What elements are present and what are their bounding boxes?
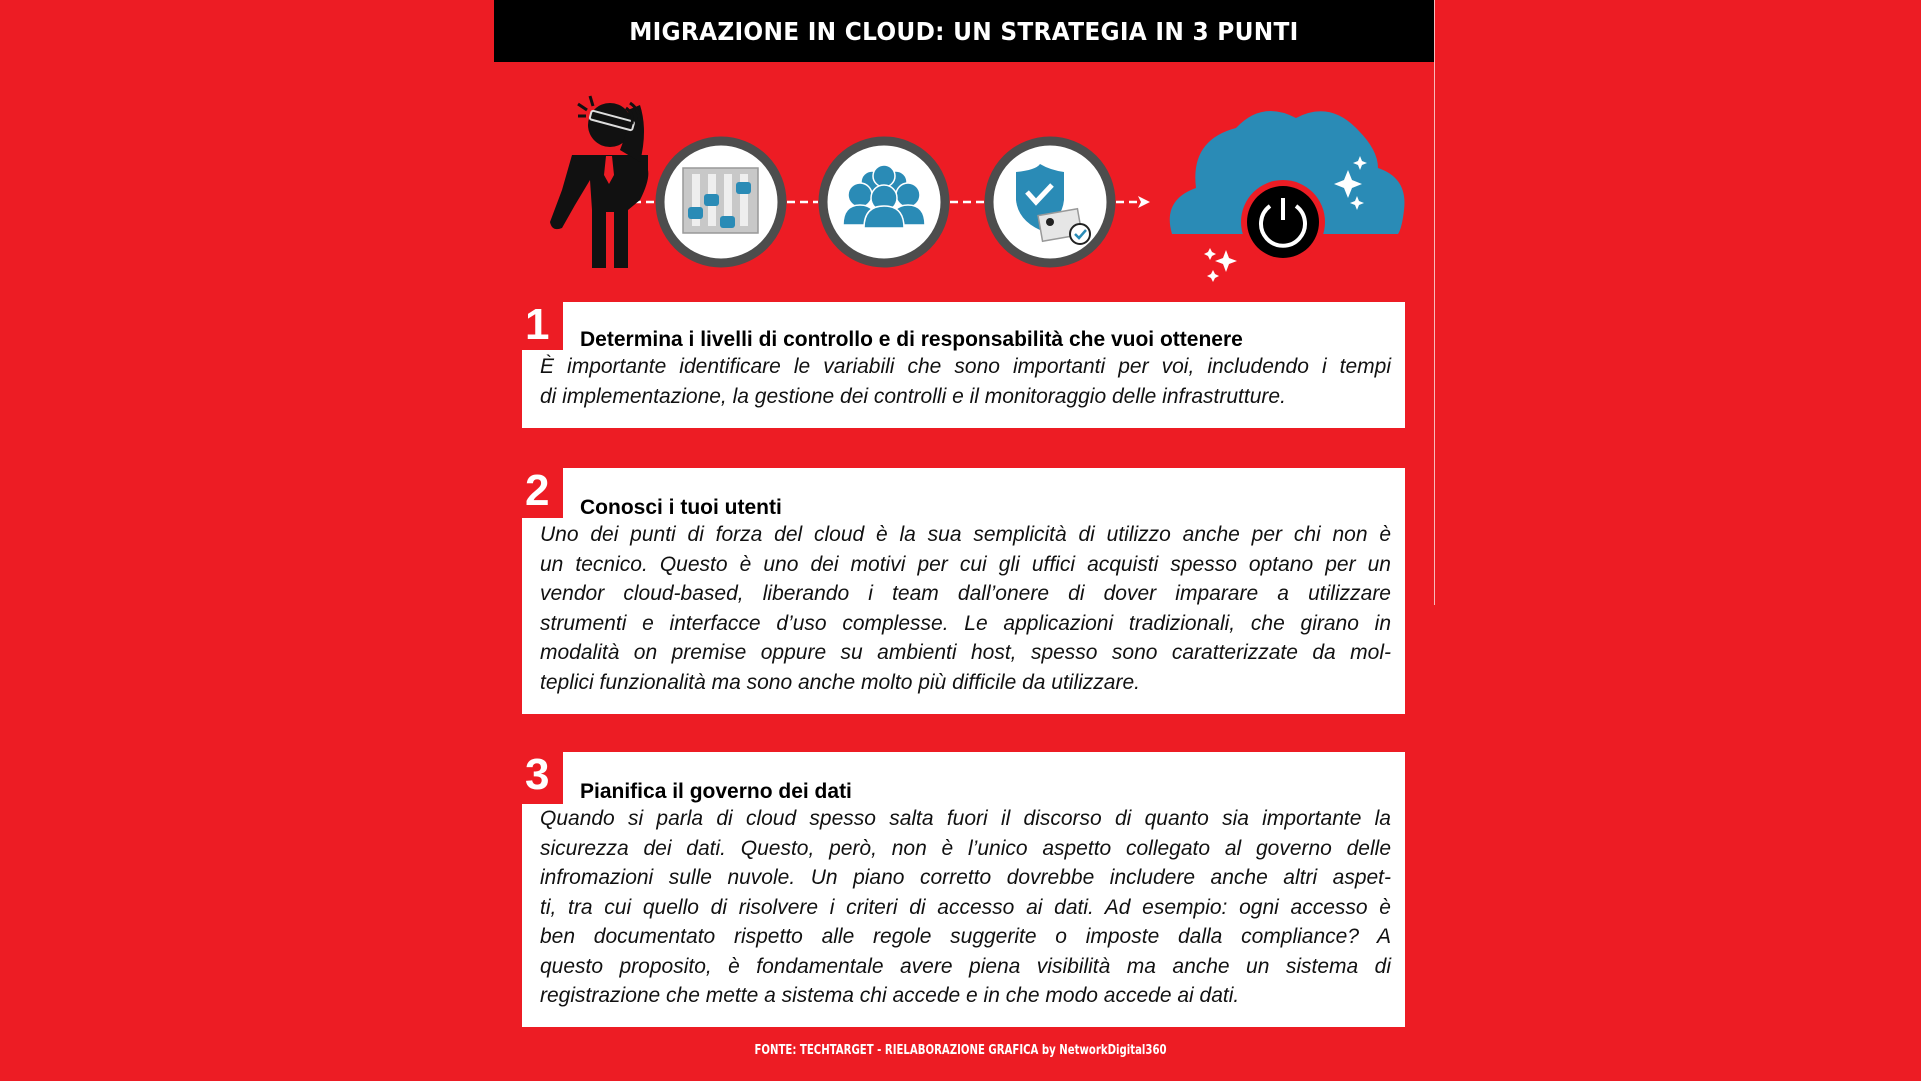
sliders-icon [660,141,782,263]
person-on-phone-icon [550,96,648,268]
step-description [540,804,1391,1011]
text-line: questo proposito, è fondamentale avere piena visibilità ma anche un sistema di [540,954,1391,978]
text-line: È importante identificare le variabili che sono importanti per voi, includendo i tempi [540,355,1391,378]
step-number: 2 [525,466,550,515]
text-line: di implementazione, la gestione dei controlli e il monitoraggio delle infrastrutture. [540,384,1286,408]
arrow-head-icon [1138,196,1150,208]
step-title: Pianifica il governo dei dati [580,780,852,803]
step-card-1 [522,302,1405,428]
step-number: 3 [525,750,550,799]
users-group-icon [823,141,945,263]
page-title: MIGRAZIONE IN CLOUD: UN STRATEGIA IN 3 PUNTI [629,16,1299,46]
shield-check-icon [989,141,1111,263]
text-line: vendor cloud-based, liberando i team dall’onere di dover imparare a utilizzare [540,582,1391,605]
text-line: infromazioni sulle nuvole. Un piano corretto dovrebbe includere anche altri aspet- [540,866,1391,889]
step-description [540,352,1391,411]
step-card-3 [522,752,1405,1027]
text-line: modalità on premise oppure su ambienti host, spesso sono caratterizzate da mol- [540,641,1391,664]
step-card-2 [522,468,1405,714]
text-line: un tecnico. Questo è uno dei motivi per cui gli uffici acquisti spesso optano per un [540,552,1391,576]
text-line: registrazione che mette a sistema chi accede e in che modo accede ai dati. [540,984,1240,1007]
text-line: ben documentato rispetto alle regole suggerite o imposte dalla compliance? A [540,925,1391,948]
process-illustration [0,0,1921,300]
text-line: ti, tra cui quello di risolvere i criteri di accesso ai dati. Ad esempio: ogni accesso è [540,895,1391,919]
step-number: 1 [525,300,550,349]
text-line: teplici funzionalità ma sono anche molto più difficile da utilizzare. [540,670,1140,694]
text-line: Quando si parla di cloud spesso salta fuori il discorso di quanto sia importante la [540,807,1391,830]
text-line: strumenti e interfacce d’uso complesse. Le applicazioni tradizionali, che girano in [540,611,1391,635]
text-line: sicurezza dei dati. Questo, però, non è l’unico aspetto collegato al governo delle [540,836,1391,860]
cloud-power-icon [1170,111,1405,282]
step-number-badge [522,468,563,518]
step-title: Determina i livelli di controllo e di responsabilità che vuoi ottenere [580,328,1243,351]
step-number-badge [522,302,563,350]
source-credit: FONTE: TECHTARGET - RIELABORAZIONE GRAFICA by NetworkDigital360 [754,1043,1167,1058]
step-number-badge [522,752,563,804]
text-line: Uno dei punti di forza del cloud è la sua semplicità di utilizzo anche per chi non è [540,523,1391,546]
step-description [540,520,1391,697]
step-title: Conosci i tuoi utenti [580,496,782,519]
